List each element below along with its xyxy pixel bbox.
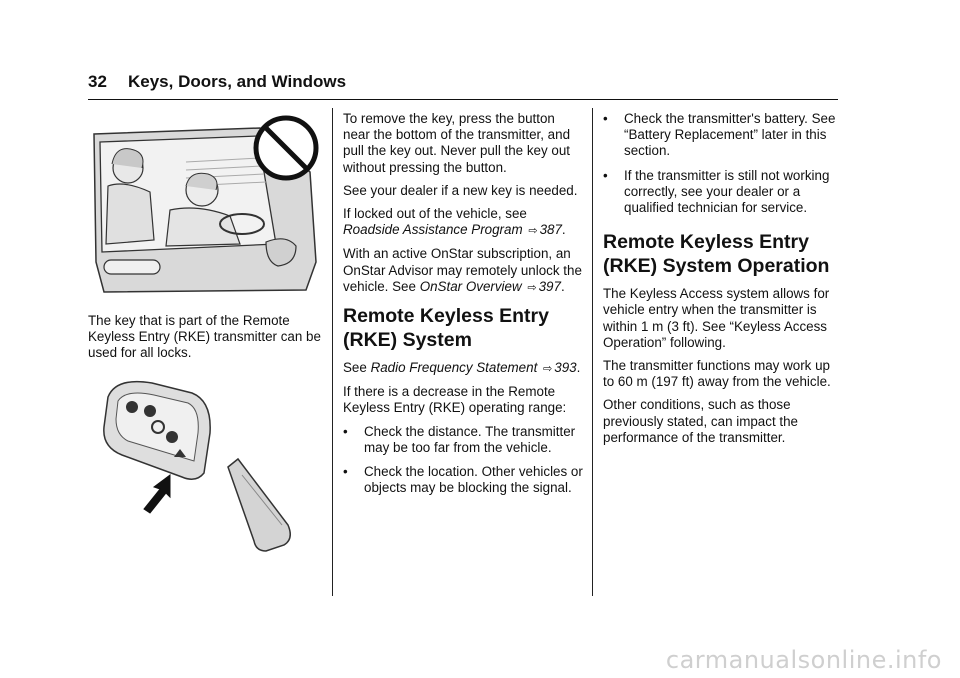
keyless-access-paragraph: The Keyless Access system allows for vehicle entry when the transmitter is within 1 m (3 ft). See “Keyless Access Operation” following. [603, 286, 830, 350]
onstar-overview-link[interactable]: OnStar Overview [419, 278, 522, 294]
rke-operation-heading: Remote Keyless Entry (RKE) System Operation [603, 231, 830, 278]
list-item: • Check the location. Other vehicles or objects may be blocking the signal. [343, 464, 583, 496]
list-item: • If the transmitter is still not working correctly, see your dealer or a qualified technician for service. [603, 167, 830, 216]
column-divider-1 [332, 108, 333, 596]
column-3 [603, 111, 839, 453]
header-divider [88, 99, 838, 100]
bullet-icon: • [343, 423, 348, 439]
bullet-icon: • [603, 111, 608, 126]
rke-system-heading: Remote Keyless Entry (RKE) System [343, 305, 549, 352]
column-1 [88, 313, 324, 369]
key-fob-illustration [92, 375, 312, 560]
rke-key-paragraph: The key that is part of the Remote Keyless Entry (RKE) transmitter can be used for all locks. [88, 313, 321, 361]
other-conditions-paragraph: Other conditions, such as those previously stated, can impact the performance of the transmitter. [603, 397, 799, 445]
bullet-icon: • [343, 464, 348, 480]
bullet-icon: • [603, 167, 608, 183]
list-item: • Check the distance. The transmitter may be too far from the vehicle. [343, 423, 576, 455]
site-watermark: carmanualsonline.info [665, 646, 942, 674]
column-2 [343, 111, 583, 504]
section-title: Keys, Doors, and Windows [128, 72, 347, 91]
radio-frequency-link[interactable]: Radio Frequency Statement [370, 360, 538, 376]
new-key-paragraph: See your dealer if a new key is needed. [343, 182, 578, 198]
locked-out-paragraph: If locked out of the vehicle, see Roadside Assistance Program ⇨ 387. [343, 206, 566, 238]
page-ref-arrow-icon: ⇨ [528, 225, 538, 238]
child-driving-warning-illustration [90, 112, 322, 297]
fob-lock-button-icon [126, 401, 138, 413]
column-divider-2 [592, 108, 593, 596]
prohibition-icon [256, 118, 316, 178]
onstar-paragraph: With an active OnStar subscription, an OnStar Advisor may remotely unlock the vehicle. See OnStar Overview ⇨ 397. [343, 246, 582, 294]
page-number: 32 [88, 72, 107, 91]
fob-unlock-button-icon [144, 405, 156, 417]
fob-liftgate-button-icon [166, 431, 178, 443]
roadside-assistance-link[interactable]: Roadside Assistance Program [343, 222, 523, 238]
radio-frequency-paragraph: See Radio Frequency Statement ⇨ 393. [343, 360, 581, 376]
remove-key-paragraph: To remove the key, press the button near the bottom of the transmitter, and pull the key out. Never pull the key out without pressing the button. [343, 111, 571, 175]
page-ref-arrow-icon: ⇨ [543, 363, 553, 376]
range-decrease-paragraph: If there is a decrease in the Remote Keyless Entry (RKE) operating range: [343, 384, 567, 416]
page-header [88, 72, 838, 92]
transmitter-range-paragraph: The transmitter functions may work up to 60 m (197 ft) away from the vehicle. [603, 358, 831, 390]
list-item: • Check the transmitter's battery. See “Battery Replacement” later in this section. [603, 111, 836, 159]
page-ref-arrow-icon: ⇨ [527, 281, 537, 294]
release-button-arrow-icon [144, 475, 170, 513]
